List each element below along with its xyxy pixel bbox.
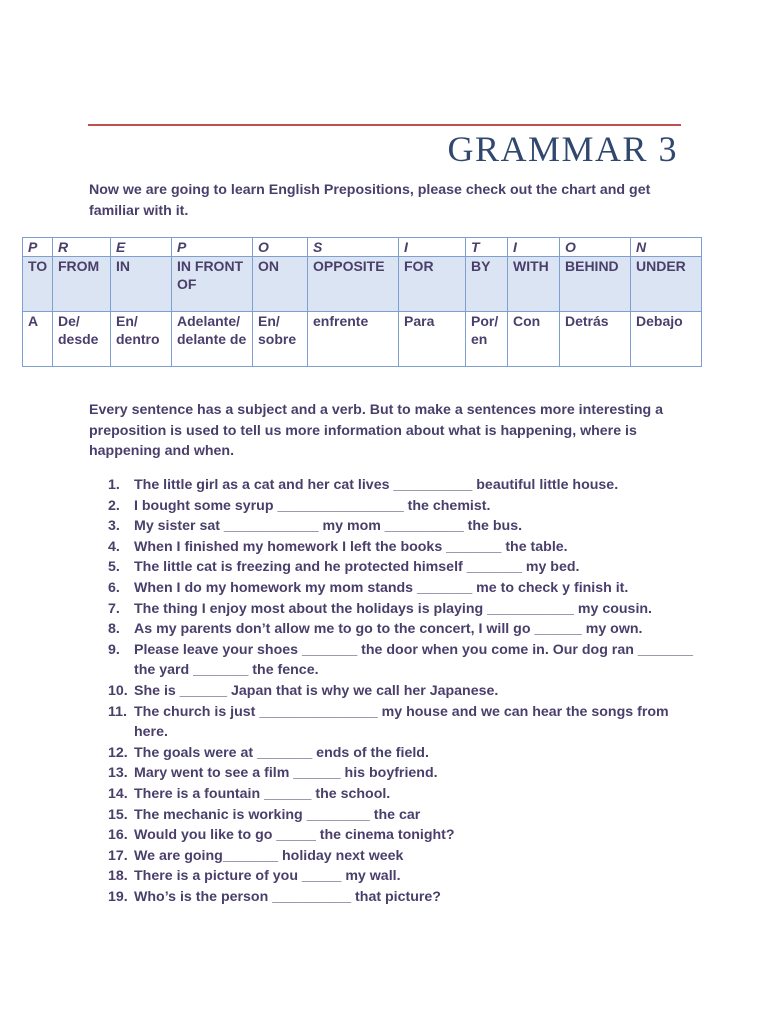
exercise-number: 3. — [108, 518, 120, 535]
exercise-text: The mechanic is working ________ the car — [134, 806, 421, 823]
table-cell-spanish: Para — [399, 312, 466, 367]
table-cell-spanish: Por/ en — [466, 312, 508, 367]
table-cell-spanish: Adelante/ delante de — [172, 312, 253, 367]
exercise-text: There is a fountain ______ the school. — [134, 785, 391, 802]
table-cell-english: BEHIND — [560, 257, 631, 312]
exercise-list — [108, 475, 694, 907]
exercise-item — [108, 681, 694, 702]
exercise-item — [108, 866, 694, 887]
exercise-number: 2. — [108, 497, 120, 514]
exercise-number: 11. — [108, 703, 127, 720]
exercise-number: 6. — [108, 579, 120, 596]
exercise-text: When I finished my homework I left the books _______ the table. — [134, 538, 568, 555]
prepositions-table — [22, 237, 702, 367]
exercise-text: Mary went to see a film ______ his boyfriend. — [134, 765, 438, 782]
exercise-item — [108, 763, 694, 784]
exercise-text: The church is just _______________ my house and we can hear the songs from here. — [134, 703, 669, 741]
table-cell-letters: O — [560, 238, 631, 257]
exercise-number: 7. — [108, 600, 120, 617]
table-cell-english: BY — [466, 257, 508, 312]
exercise-text: Please leave your shoes _______ the door when you come in. Our dog ran _______ the yard _______ the fence. — [134, 641, 694, 679]
exercise-item — [108, 475, 694, 496]
exercise-number: 8. — [108, 621, 120, 638]
exercise-text: There is a picture of you _____ my wall. — [134, 868, 401, 885]
table-cell-english: IN — [111, 257, 172, 312]
table-cell-spanish: En/ dentro — [111, 312, 172, 367]
exercise-number: 13. — [108, 765, 128, 782]
table-cell-letters: S — [308, 238, 399, 257]
table-cell-english: OPPOSITE — [308, 257, 399, 312]
exercise-item — [108, 496, 694, 517]
exercise-item — [108, 784, 694, 805]
page-title: GRAMMAR 3 — [447, 129, 678, 169]
table-cell-letters: T — [466, 238, 508, 257]
table-cell-english: UNDER — [631, 257, 702, 312]
exercise-item — [108, 743, 694, 764]
exercise-number: 1. — [108, 477, 120, 493]
exercise-item — [108, 619, 694, 640]
table-cell-letters: P — [23, 238, 53, 257]
exercise-item — [108, 805, 694, 826]
exercise-item — [108, 887, 694, 908]
exercise-text: My sister sat ____________ my mom __________ the bus. — [134, 518, 523, 535]
table-row-english — [23, 257, 702, 312]
table-cell-english: WITH — [508, 257, 560, 312]
table-cell-letters: R — [53, 238, 111, 257]
explanation-paragraph: Every sentence has a subject and a verb. But to make a sentences more interesting a preposition is used to tell us more information about what is happening, where is happening and when. — [89, 402, 664, 459]
exercise-number: 17. — [108, 847, 128, 864]
exercise-number: 5. — [108, 559, 120, 576]
table-cell-spanish: En/ sobre — [253, 312, 308, 367]
exercise-number: 10. — [108, 682, 128, 699]
exercise-item — [108, 557, 694, 578]
exercise-text: The thing I enjoy most about the holidays is playing ___________ my cousin. — [134, 600, 652, 617]
exercise-number: 16. — [108, 827, 128, 844]
table-cell-letters: N — [631, 238, 702, 257]
table-cell-letters: I — [399, 238, 466, 257]
exercise-number: 9. — [108, 641, 120, 658]
table-cell-spanish: Detrás — [560, 312, 631, 367]
exercise-item — [108, 599, 694, 620]
exercise-text: We are going_______ holiday next week — [134, 847, 404, 864]
exercise-text: The little cat is freezing and he protected himself _______ my bed. — [134, 559, 580, 576]
table-cell-spanish: Con — [508, 312, 560, 367]
table-cell-letters: I — [508, 238, 560, 257]
table-cell-english: FOR — [399, 257, 466, 312]
table-cell-spanish: Debajo — [631, 312, 702, 367]
exercise-text: Would you like to go _____ the cinema tonight? — [134, 827, 455, 844]
exercise-item — [108, 846, 694, 867]
exercise-item — [108, 516, 694, 537]
exercise-text: The goals were at _______ ends of the field. — [134, 744, 429, 761]
exercise-text: As my parents don’t allow me to go to the concert, I will go ______ my own. — [134, 621, 643, 638]
exercise-text: The little girl as a cat and her cat lives __________ beautiful little house. — [134, 477, 619, 493]
intro-paragraph: Now we are going to learn English Prepositions, please check out the chart and get familiar with it. — [89, 182, 651, 219]
table-cell-english: IN FRONT OF — [172, 257, 253, 312]
exercise-item — [108, 825, 694, 846]
table-cell-letters: E — [111, 238, 172, 257]
table-cell-letters: O — [253, 238, 308, 257]
exercise-text: Who’s is the person __________ that picture? — [134, 888, 441, 905]
table-row-letters — [23, 238, 702, 257]
exercise-number: 18. — [108, 868, 128, 885]
table-cell-spanish: De/ desde — [53, 312, 111, 367]
exercise-number: 14. — [108, 785, 128, 802]
exercise-item — [108, 640, 694, 681]
exercise-number: 19. — [108, 888, 128, 905]
exercise-number: 12. — [108, 744, 128, 761]
exercise-item — [108, 578, 694, 599]
table-cell-spanish: A — [23, 312, 53, 367]
exercise-number: 15. — [108, 806, 128, 823]
table-row-spanish — [23, 312, 702, 367]
table-cell-english: TO — [23, 257, 53, 312]
exercise-text: When I do my homework my mom stands _______ me to check y finish it. — [134, 579, 629, 596]
table-cell-spanish: enfrente — [308, 312, 399, 367]
table-cell-letters: P — [172, 238, 253, 257]
exercise-item — [108, 702, 694, 743]
header-rule — [88, 124, 681, 126]
exercise-number: 4. — [108, 538, 120, 555]
exercise-item — [108, 537, 694, 558]
table-cell-english: ON — [253, 257, 308, 312]
exercise-text: I bought some syrup ________________ the chemist. — [134, 497, 491, 514]
table-cell-english: FROM — [53, 257, 111, 312]
exercise-text: She is ______ Japan that is why we call her Japanese. — [134, 682, 499, 699]
